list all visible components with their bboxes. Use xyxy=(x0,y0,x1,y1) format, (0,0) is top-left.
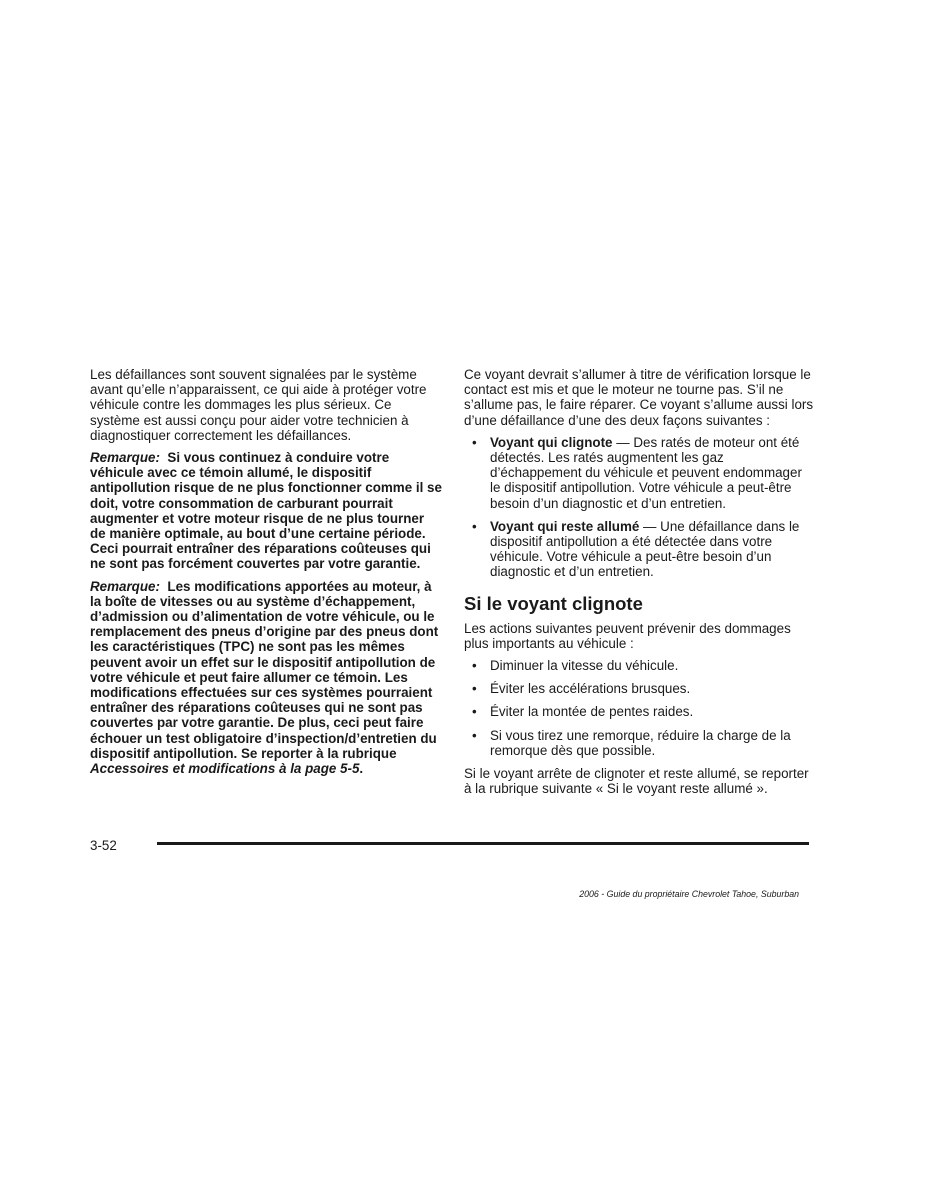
item-title: Voyant qui reste allumé xyxy=(490,518,640,534)
item-text: Si vous tirez une remorque, réduire la charge de la remorque dès que possible. xyxy=(490,727,791,758)
item-text: Diminuer la vitesse du véhicule. xyxy=(490,658,679,674)
item-text: Éviter les accélérations brusques. xyxy=(490,681,691,697)
bullet-icon: • xyxy=(472,518,477,534)
note-paragraph-1 xyxy=(90,450,442,572)
actions-list xyxy=(464,658,814,758)
page-number: 3-52 xyxy=(90,838,117,853)
note-label: Remarque: xyxy=(90,450,160,466)
indicator-modes-list xyxy=(464,435,814,580)
closing-paragraph: Si le voyant arrête de clignoter et reste allumé, se reporter à la rubrique suivante « Si le voyant reste allumé ». xyxy=(464,766,809,797)
section-heading: Si le voyant clignote xyxy=(464,592,643,614)
list-item xyxy=(464,519,814,580)
item-text: Éviter la montée de pentes raides. xyxy=(490,704,694,720)
list-item xyxy=(464,658,814,673)
note-text: Si vous continuez à conduire votre véhicule avec ce témoin allumé, le dispositif antipollution risque de ne plus fonctionner comme il se doit, votre consommation de carburant pourrait augmenter et votre moteur risque de ne plus tourner de manière optimale, au bout d’une certaine période. Ceci pourrait entraîner des réparations coûteuses qui ne sont pas forcément couvertes par votre garantie. xyxy=(90,450,442,572)
bullet-icon: • xyxy=(472,658,477,674)
intro-paragraph: Les défaillances sont souvent signalées par le système avant qu’elle n’apparaissent, ce qui aide à protéger votre véhicule contre les dommages les plus sérieux. Ce système est aussi conçu pour aider votre technicien à diagnostiquer correctement les défaillances. xyxy=(90,367,427,443)
note-label: Remarque: xyxy=(90,578,160,594)
cross-reference-link[interactable]: Accessoires et modifications à la page 5-5 xyxy=(90,761,360,777)
footer-text: 2006 - Guide du propriétaire Chevrolet Tahoe, Suburban xyxy=(579,889,799,899)
bullet-icon: • xyxy=(472,681,477,697)
bullet-icon: • xyxy=(472,704,477,720)
bullet-icon: • xyxy=(472,727,477,743)
note-text: Les modifications apportées au moteur, à la boîte de vitesses ou au système d’échappement, d’admission ou d’alimentation de votre véhicule, ou le remplacement des pneus d’origine par des pneus dont les caractéristiques (TPC) ne sont pas les mêmes peuvent avoir un effet sur le dispositif antipollution de votre véhicule et peut faire allumer ce témoin. Les modifications effectuées sur ces systèmes pourraient entraîner des réparations coûteuses qui ne sont pas couvertes par votre garantie. De plus, ceci peut faire échouer un test obligatoire d’inspection/d’entretien du dispositif antipollution. Se reporter à la rubrique xyxy=(90,578,439,761)
list-item xyxy=(464,728,814,758)
footer-rule xyxy=(157,842,809,845)
bullet-icon: • xyxy=(472,434,477,450)
right-column xyxy=(464,367,814,803)
actions-intro: Les actions suivantes peuvent prévenir des dommages plus importants au véhicule : xyxy=(464,620,791,651)
list-item xyxy=(464,435,814,511)
item-text: — Une défaillance dans le dispositif antipollution a été détectée dans votre véhicule. Votre véhicule a peut-être besoin d’un diagnostic et d’un entretien. xyxy=(490,518,800,580)
left-column xyxy=(90,367,442,783)
indicator-intro: Ce voyant devrait s’allumer à titre de vérification lorsque le contact est mis et que le moteur ne tourne pas. S’il ne s’allume pas, le faire réparer. Ce voyant s’allume aussi lors d’une défaillance d’une des deux façons suivantes : xyxy=(464,367,814,428)
list-item xyxy=(464,681,814,696)
note-end: . xyxy=(359,761,364,777)
item-text: — Des ratés de moteur ont été détectés. Les ratés augmentent les gaz d’échappement du véhicule et peuvent endommager le dispositif antipollution. Votre véhicule a peut-être besoin d’un diagnostic et d’un entretien. xyxy=(490,434,802,511)
list-item xyxy=(464,704,814,719)
note-paragraph-2 xyxy=(90,579,442,777)
item-title: Voyant qui clignote xyxy=(490,434,613,450)
